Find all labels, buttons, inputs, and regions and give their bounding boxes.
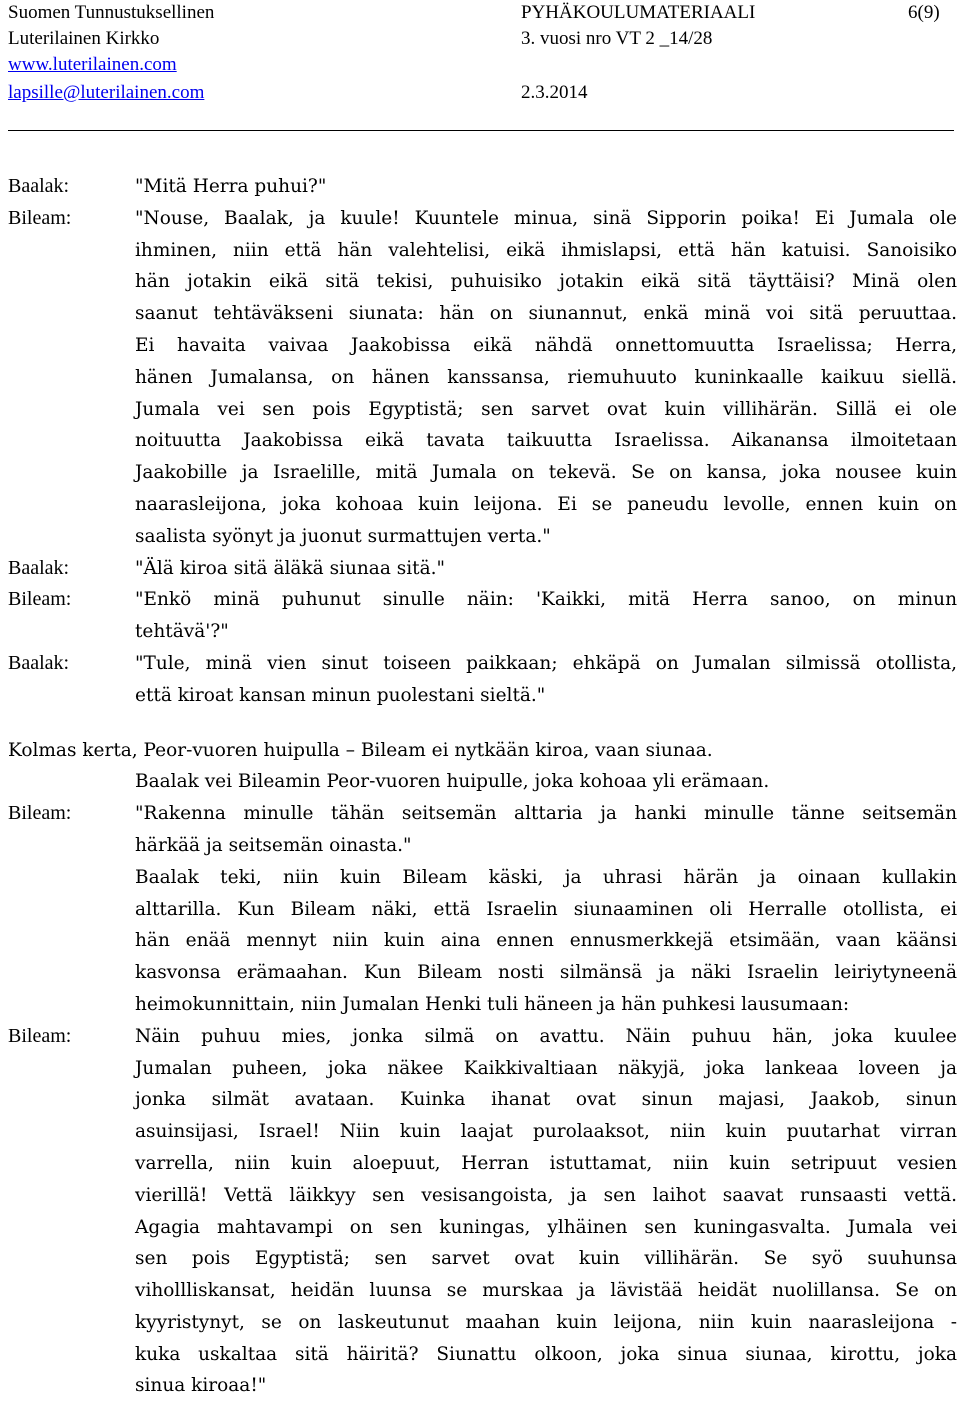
speaker-label: Bileam: (8, 1024, 72, 1047)
dialogue-text: naarasleijona, joka kohoaa kuin leijona. Ei se paneudu levolle, ennen kuin on (135, 493, 957, 515)
website-link[interactable]: www.luterilainen.com (8, 54, 177, 75)
dialogue-text: "Nouse, Baalak, ja kuule! Kuuntele minua, sinä Sipporin poika! Ei Jumala ole (135, 207, 957, 229)
dialogue-text: noituutta Jaakobissa eikä tavata taikuutta Israelissa. Aikanansa ilmoitetaan (135, 430, 957, 452)
dialogue-line (8, 266, 957, 298)
dialogue-line (8, 1212, 957, 1244)
dialogue-line (8, 362, 957, 394)
dialogue-line (8, 680, 957, 712)
dialogue-text: "Mitä Herra puhui?" (135, 176, 327, 197)
header-divider (8, 130, 954, 131)
dialogue-line (8, 1307, 957, 1339)
doc-type: PYHÄKOULUMATERIAALI (521, 2, 756, 23)
section-heading-line (8, 735, 957, 767)
dialogue-line (8, 1084, 957, 1116)
dialogue-text: asuinsijasi, Israel! Niin kuin laajat purolaaksot, niin kuin puutarhat virran (135, 1121, 957, 1143)
page-number: 6(9) (908, 2, 940, 23)
dialogue-text: hänen Jumalansa, on hänen kanssansa, riemuhuuto kuninkaalle kaikuu siellä. (135, 366, 957, 388)
dialogue-text: "Rakenna minulle tähän seitsemän alttaria ja hanki minulle tänne seitsemän (135, 803, 957, 825)
dialogue-line (8, 830, 957, 862)
dialogue-text: että kiroat kansan minun puolestani sieltä." (135, 684, 546, 706)
dialogue-text: härkää ja seitsemän oinasta." (135, 834, 412, 856)
dialogue-text: kuka uskaltaa sitä häiritä? Siunattu olkoon, joka sinua siunaa, kirottu, joka (135, 1343, 957, 1365)
dialogue-line (8, 1180, 957, 1212)
section-heading: Kolmas kerta, Peor-vuoren huipulla – Bileam ei nytkään kiroa, vaan siunaa. (8, 739, 713, 761)
dialogue-line (8, 203, 957, 235)
dialogue-text: vierillä! Vettä läikkyy sen vesisangoista, ja sen laihot saavat runsaasti vettä. (135, 1184, 957, 1206)
dialogue-line (8, 957, 957, 989)
dialogue-text: Jumalan puheen, joka näkee Kaikkivaltiaan näkyjä, joka lankeaa loveen ja (135, 1057, 957, 1079)
dialogue-line (8, 1339, 957, 1371)
dialogue-text: sen pois Egyptistä; sen sarvet ovat kuin villihärän. Se syö suuhunsa (135, 1248, 957, 1270)
dialogue-line (8, 489, 957, 521)
dialogue-line (8, 457, 957, 489)
dialogue-line (8, 925, 957, 957)
dialogue-line (8, 1053, 957, 1085)
dialogue-line (8, 298, 957, 330)
dialogue-line (8, 1275, 957, 1307)
dialogue-text: heimokunnittain, niin Jumalan Henki tuli häneen ja hän puhkesi lausumaan: (135, 993, 850, 1015)
dialogue-text: hän jotakin eikä sitä tekisi, puhuisiko jotakin eikä sitä täyttäisi? Minä olen (135, 271, 957, 293)
dialogue-text: Jumala vei sen pois Egyptistä; sen sarvet ovat kuin villihärän. Sillä ei ole (135, 398, 957, 420)
dialogue-text: saanut tehtäväkseni siunata: hän on siunannut, enkä minä voi sitä peruuttaa. (135, 303, 957, 325)
dialogue-text: Näin puhuu mies, jonka silmä on avattu. Näin puhuu hän, joka kuulee (135, 1025, 957, 1047)
dialogue-line (8, 1370, 957, 1402)
dialogue-text: kyyristynyt, se on laskeutunut maahan kuin leijona, niin kuin naarasleijona - (135, 1311, 957, 1333)
header-row-3 (8, 52, 952, 78)
header-row-1 (8, 0, 952, 26)
header-row-2 (8, 26, 952, 52)
dialogue-line (8, 425, 957, 457)
org-name-line-1: Suomen Tunnustuksellinen (8, 2, 215, 23)
dialogue-line (8, 1148, 957, 1180)
dialogue-text: jonka silmät avataan. Kuinka ihanat ovat sinun majasi, Jaakob, sinun (135, 1089, 957, 1111)
dialogue-text: Agagia mahtavampi on sen kuningas, ylhäinen sen kuningasvalta. Jumala vei (135, 1216, 957, 1238)
dialogue-text: varrella, niin kuin aloepuut, Herran istuttamat, niin kuin setripuut vesien (135, 1152, 957, 1174)
dialogue-line (8, 1116, 957, 1148)
dialogue-line (8, 648, 957, 680)
dialogue-line (8, 235, 957, 267)
speaker-label: Baalak: (8, 175, 70, 197)
speaker-label: Bileam: (8, 588, 72, 611)
dialogue-text: Baalak vei Bileamin Peor-vuoren huipulle, joka kohoaa yli erämaan. (135, 771, 770, 793)
dialogue-line (8, 766, 957, 798)
dialogue-line (8, 394, 957, 426)
header-row-4 (8, 80, 952, 106)
dialogue-text: "Tule, minä vien sinut toiseen paikkaan; ehkäpä on Jumalan silmissä otollista, (135, 652, 957, 674)
dialogue-text: tehtävä'?" (135, 621, 229, 643)
dialogue-text: Baalak teki, niin kuin Bileam käski, ja uhrasi härän ja oinaan kullakin (135, 866, 957, 888)
dialogue-line (8, 584, 957, 616)
document-body (8, 171, 957, 1402)
speaker-label: Baalak: (8, 556, 70, 579)
org-name-line-2: Luterilainen Kirkko (8, 28, 160, 49)
dialogue-text: ihminen, niin että hän valehtelisi, eikä ihmislapsi, että hän katuisi. Sanoisiko (135, 239, 957, 261)
dialogue-text: kasvonsa erämaahan. Kun Bileam nosti silmänsä ja näki Israelin leiriytyneenä (135, 962, 957, 984)
dialogue-text: "Älä kiroa sitä äläkä siunaa sitä." (135, 557, 446, 579)
dialogue-line (8, 171, 957, 203)
speaker-label: Bileam: (8, 206, 72, 229)
dialogue-text: "Enkö minä puhunut sinulle näin: 'Kaikki, mitä Herra sanoo, on minun (135, 589, 957, 611)
dialogue-section-1 (8, 171, 957, 712)
dialogue-line (8, 521, 957, 553)
dialogue-line (8, 989, 957, 1021)
dialogue-text: saalista syönyt ja juonut surmattujen verta." (135, 525, 551, 547)
dialogue-line (8, 894, 957, 926)
dialogue-line (8, 553, 957, 585)
section-gap (8, 712, 957, 735)
dialogue-text: sinua kiroaa!" (135, 1375, 267, 1397)
doc-date: 2.3.2014 (521, 82, 588, 103)
speaker-label: Bileam: (8, 802, 72, 825)
dialogue-line (8, 862, 957, 894)
dialogue-text: Jaakobille ja Israelille, mitä Jumala on tekevä. Se on kansa, joka nousee kuin (135, 462, 957, 484)
dialogue-line (8, 1243, 957, 1275)
dialogue-text: Ei havaita vaivaa Jaakobissa eikä nähdä onnettomuutta Israelissa; Herra, (135, 334, 957, 356)
speaker-label: Baalak: (8, 651, 70, 674)
dialogue-text: hän enää mennyt niin kuin aina ennen ennusmerkkejä etsimään, vaan käänsi (135, 930, 957, 952)
dialogue-line (8, 1021, 957, 1053)
dialogue-text: alttarilla. Kun Bileam näki, että Israelin siunaaminen oli Herralle otollista, ei (135, 898, 957, 920)
dialogue-text: vihollliskansat, heidän luunsa se murskaa ja lävistää heidät nuolillansa. Se on (135, 1280, 957, 1302)
dialogue-section-2 (8, 766, 957, 1402)
email-link[interactable]: lapsille@luterilainen.com (8, 82, 205, 103)
dialogue-line (8, 798, 957, 830)
doc-reference: 3. vuosi nro VT 2 _14/28 (521, 28, 713, 49)
dialogue-line (8, 330, 957, 362)
dialogue-line (8, 616, 957, 648)
